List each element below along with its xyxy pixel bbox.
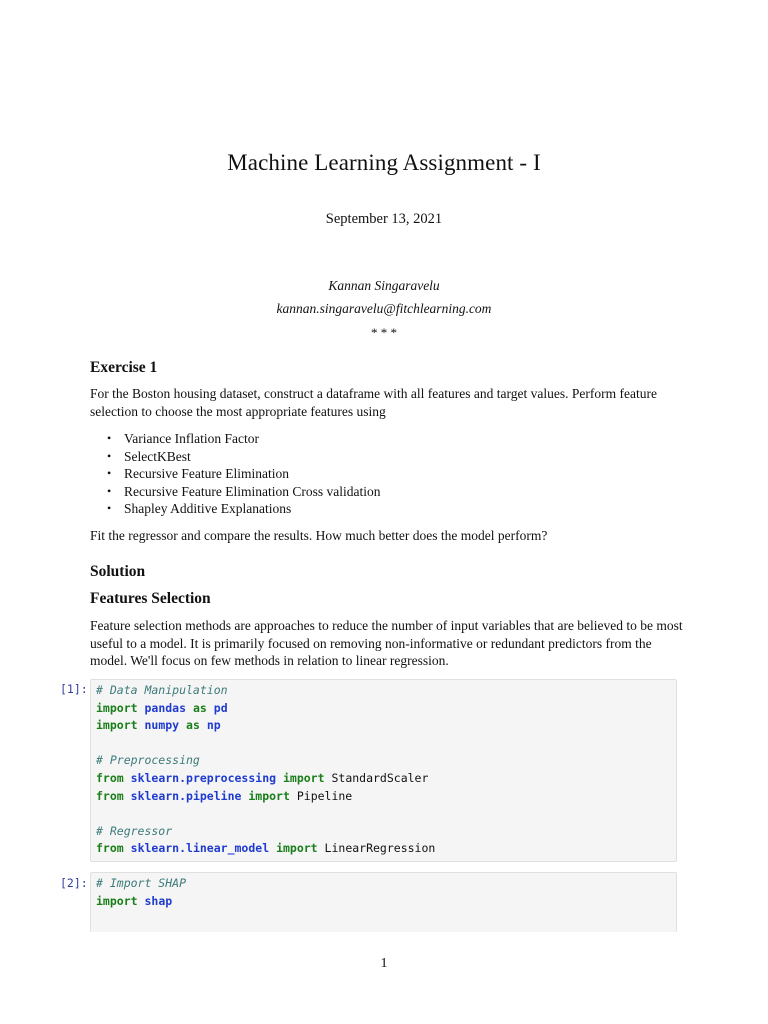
page-number: 1 (380, 956, 388, 971)
code-line (96, 770, 435, 788)
code-line (96, 893, 186, 911)
code-line (96, 805, 435, 823)
code-token: numpy (144, 718, 180, 733)
code-cell-2[interactable] (90, 872, 677, 932)
exercise-question: Fit the regressor and compare the results. How much better does the model perform? (90, 528, 548, 543)
code-token: import (96, 893, 138, 908)
code-token: import (96, 718, 138, 733)
code-line (96, 752, 435, 770)
list-item: • Recursive Feature Elimination (90, 465, 380, 483)
code-line (96, 717, 435, 735)
list-item: • Recursive Feature Elimination Cross validation (90, 483, 380, 501)
document-date: September 13, 2021 (325, 211, 443, 227)
code-token: sklearn.preprocessing (130, 770, 277, 785)
code-token: from (96, 770, 124, 785)
code-block (96, 682, 435, 858)
code-token: sklearn.pipeline (130, 788, 242, 803)
code-token: LinearRegression (324, 841, 436, 856)
code-token: as (186, 718, 200, 733)
code-token: import (282, 770, 325, 785)
exercise-intro: For the Boston housing dataset, construct a dataframe with all features and target values. Perform feature selection to choose the most appropriate features using (90, 386, 657, 419)
code-token: np (206, 718, 221, 733)
solution-paragraph: Feature selection methods are approaches to reduce the number of input variables that are believed to be most useful to a model. It is primarily focused on removing non-informative or redundant predictors from the model. We'll focus on few methods in relation to linear regression. (90, 618, 683, 668)
code-token: # Preprocessing (96, 753, 200, 768)
document-title: Machine Learning Assignment - I (227, 150, 541, 175)
code-token: import (96, 700, 138, 715)
solution-heading: Solution (90, 563, 146, 580)
code-token: shap (144, 893, 173, 908)
code-line (96, 788, 435, 806)
author-name: Kannan Singaravelu (328, 278, 440, 293)
code-token: import (248, 788, 290, 803)
section-separator: * * * (371, 325, 397, 340)
exercise-heading: Exercise 1 (90, 359, 158, 376)
code-block (96, 875, 186, 910)
list-item: • Shapley Additive Explanations (90, 500, 380, 518)
cell-prompt: [2]: (60, 876, 88, 890)
list-item: • Variance Inflation Factor (90, 430, 380, 448)
code-line (96, 840, 435, 858)
code-token: # Data Manipulation (96, 683, 228, 697)
list-item: • SelectKBest (90, 448, 380, 466)
method-list (90, 430, 380, 518)
cell-prompt: [1]: (60, 682, 88, 696)
code-token: pd (213, 700, 228, 715)
code-token: as (192, 700, 207, 715)
code-line (96, 823, 435, 841)
code-line (96, 682, 435, 700)
code-token: import (276, 841, 318, 856)
code-token: from (96, 841, 124, 856)
code-token: sklearn.linear_model (130, 841, 270, 856)
code-line (96, 875, 186, 893)
features-selection-heading: Features Selection (90, 590, 211, 607)
code-token: # Import SHAP (96, 876, 187, 890)
code-token: pandas (144, 700, 187, 715)
code-token: Pipeline (296, 788, 353, 803)
code-token: StandardScaler (331, 770, 429, 785)
author-email: kannan.singaravelu@fitchlearning.com (276, 301, 492, 316)
code-token: # Regressor (96, 823, 173, 838)
code-cell-1[interactable] (90, 679, 677, 862)
code-line (96, 700, 435, 718)
code-line (96, 735, 435, 753)
code-token: from (96, 788, 124, 803)
